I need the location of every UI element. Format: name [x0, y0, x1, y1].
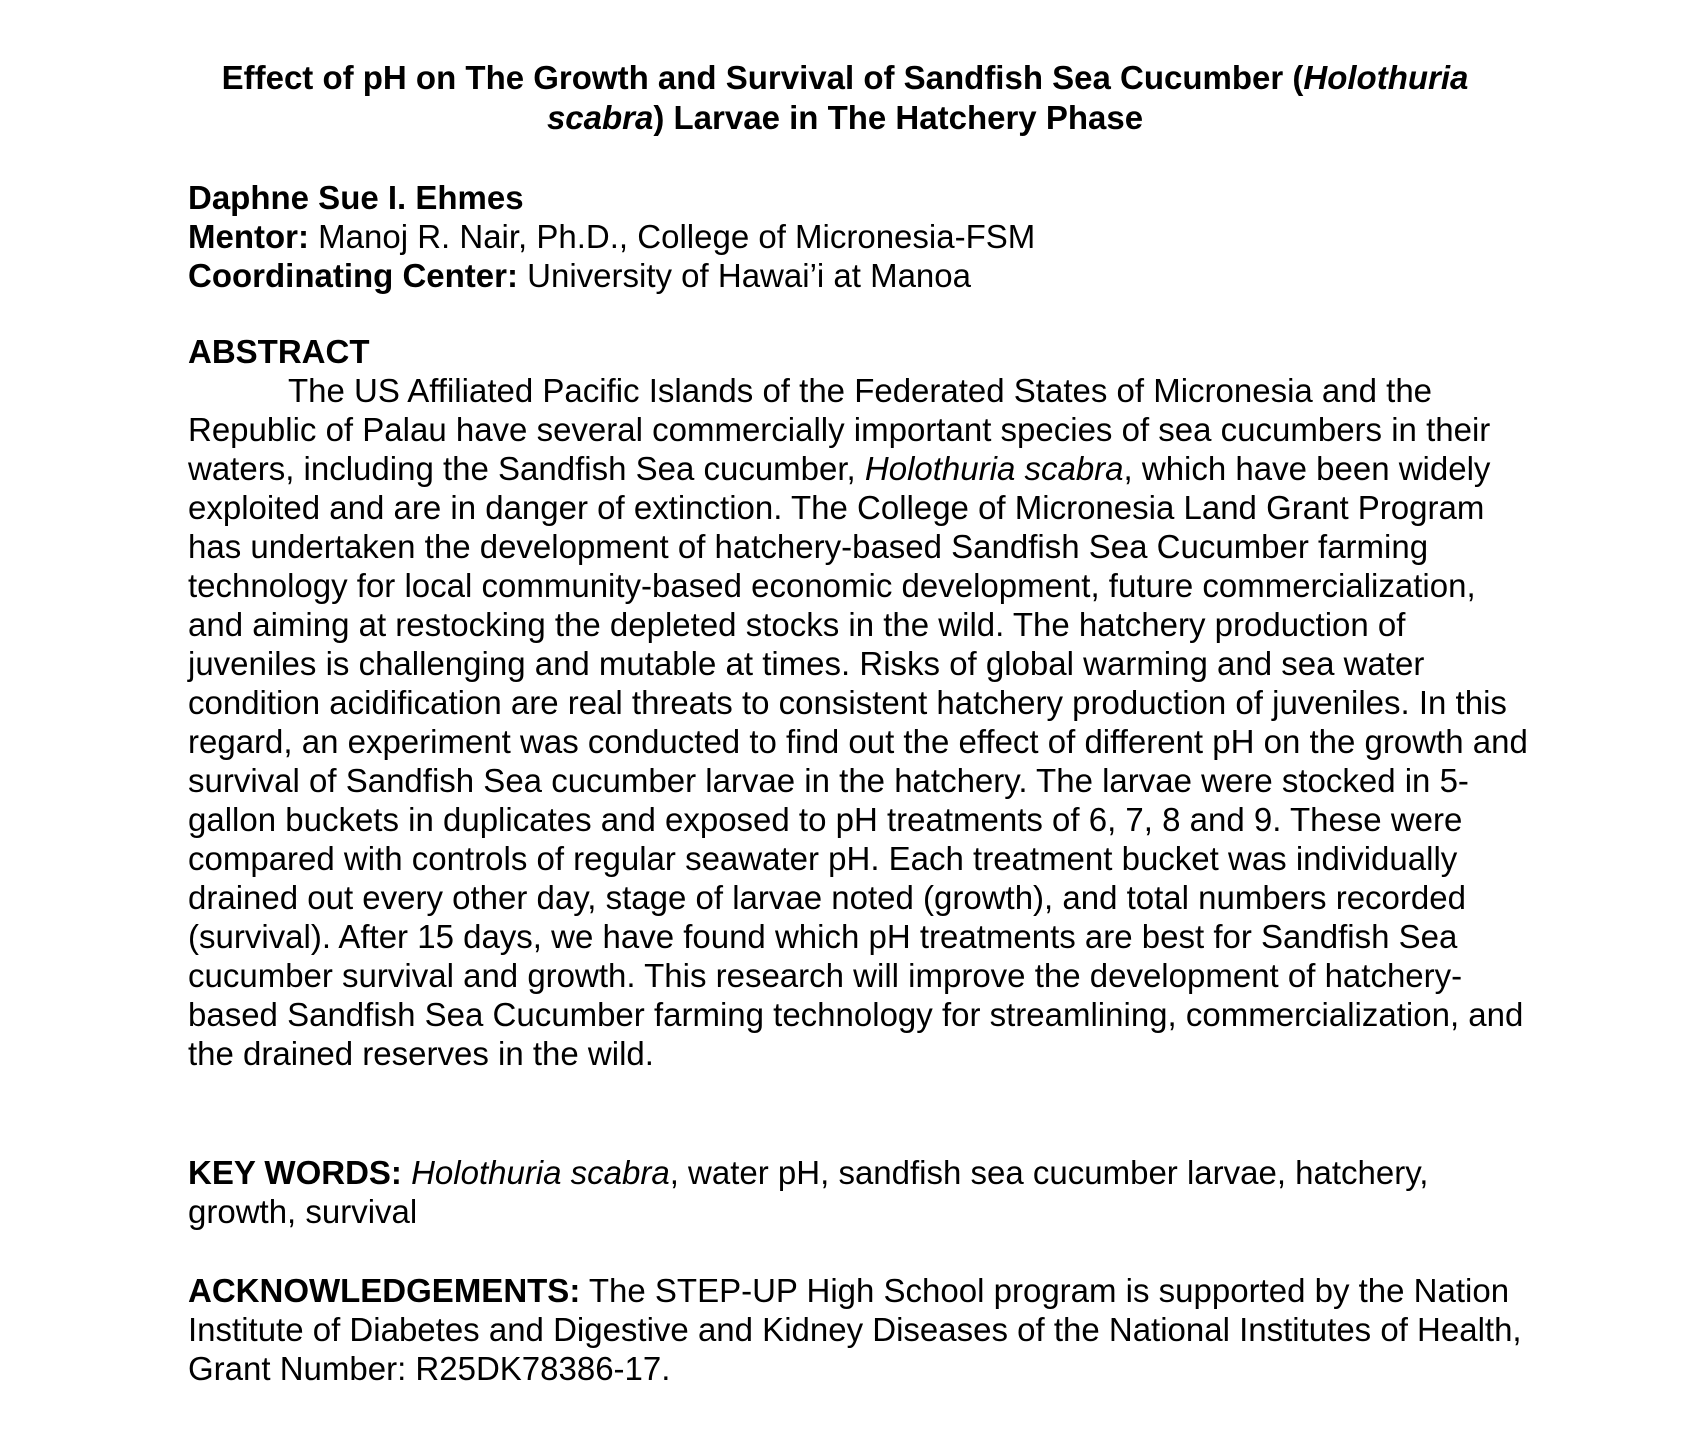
coordinating-center-value: University of Hawai’i at Manoa: [517, 257, 971, 294]
acknowledgements-label: ACKNOWLEDGEMENTS:: [188, 1272, 581, 1309]
abstract-heading: ABSTRACT: [188, 333, 370, 370]
mentor-label: Mentor:: [188, 218, 309, 255]
abstract-text-2: , which have been widely exploited and are in danger of extinction. The College of Micronesia Land Grant Program has undertaken the development of hatchery-based Sandfish Sea Cucumber farming technology for local community-based economic development, future commercialization, and aiming at restocking the depleted stocks in the wild. The hatchery production of juveniles is challenging and mutable at times. Risks of global warming and sea water condition acidification are real threats to consistent hatchery production of juveniles. In this regard, an experiment was conducted to find out the effect of different pH on the growth and survival of Sandfish Sea cucumber larvae in the hatchery. The larvae were stocked in 5-gallon buckets in duplicates and exposed to pH treatments of 6, 7, 8 and 9. These were compared with controls of regular seawater pH. Each treatment bucket was individually drained out every other day, stage of larvae noted (growth), and total numbers recorded (survival). After 15 days, we have found which pH treatments are best for Sandfish Sea cucumber survival and growth. This research will improve the development of hatchery-based Sandfish Sea Cucumber farming technology for streamlining, commercialization, and the drained reserves in the wild.: [188, 450, 1528, 1072]
title-species-genus: Holothuria: [1303, 59, 1469, 96]
acknowledgements-text: The STEP-UP High School program is supported by the Nation Institute of Diabetes and Digestive and Kidney Diseases of the National Institutes of Health, Grant Number: R25DK78386-17.: [188, 1272, 1522, 1387]
title-species-epithet: scabra: [546, 99, 654, 136]
author-info: [188, 178, 1533, 295]
abstract-section: [188, 332, 1533, 1073]
mentor-value: Manoj R. Nair, Ph.D., College of Micronesia-FSM: [308, 218, 1036, 255]
acknowledgements-section: [188, 1271, 1533, 1388]
keywords-list: , water pH, sandfish sea cucumber larvae, hatchery, growth, survival: [188, 1154, 1429, 1230]
title-text-part2: ) Larvae in The Hatchery Phase: [653, 99, 1144, 136]
coordinating-center-line: [188, 256, 1533, 295]
author-name: Daphne Sue I. Ehmes: [188, 179, 524, 216]
abstract-text-1: The US Affiliated Pacific Islands of the Federated States of Micronesia and the Republic of Palau have several commercially important species of sea cucumbers in their waters, including the Sandfish Sea cucumber,: [188, 372, 1491, 487]
paper-title: [150, 58, 1540, 138]
abstract-species: Holothuria scabra: [864, 450, 1124, 487]
coordinating-center-label: Coordinating Center:: [188, 257, 518, 294]
mentor-line: [188, 217, 1533, 256]
keywords-species: Holothuria scabra: [411, 1154, 670, 1191]
abstract-body: [188, 371, 1533, 1073]
keywords-section: [188, 1153, 1533, 1231]
title-text-part1: Effect of pH on The Growth and Survival of Sandfish Sea Cucumber (: [221, 59, 1304, 96]
keywords-label: KEY WORDS:: [188, 1154, 402, 1191]
